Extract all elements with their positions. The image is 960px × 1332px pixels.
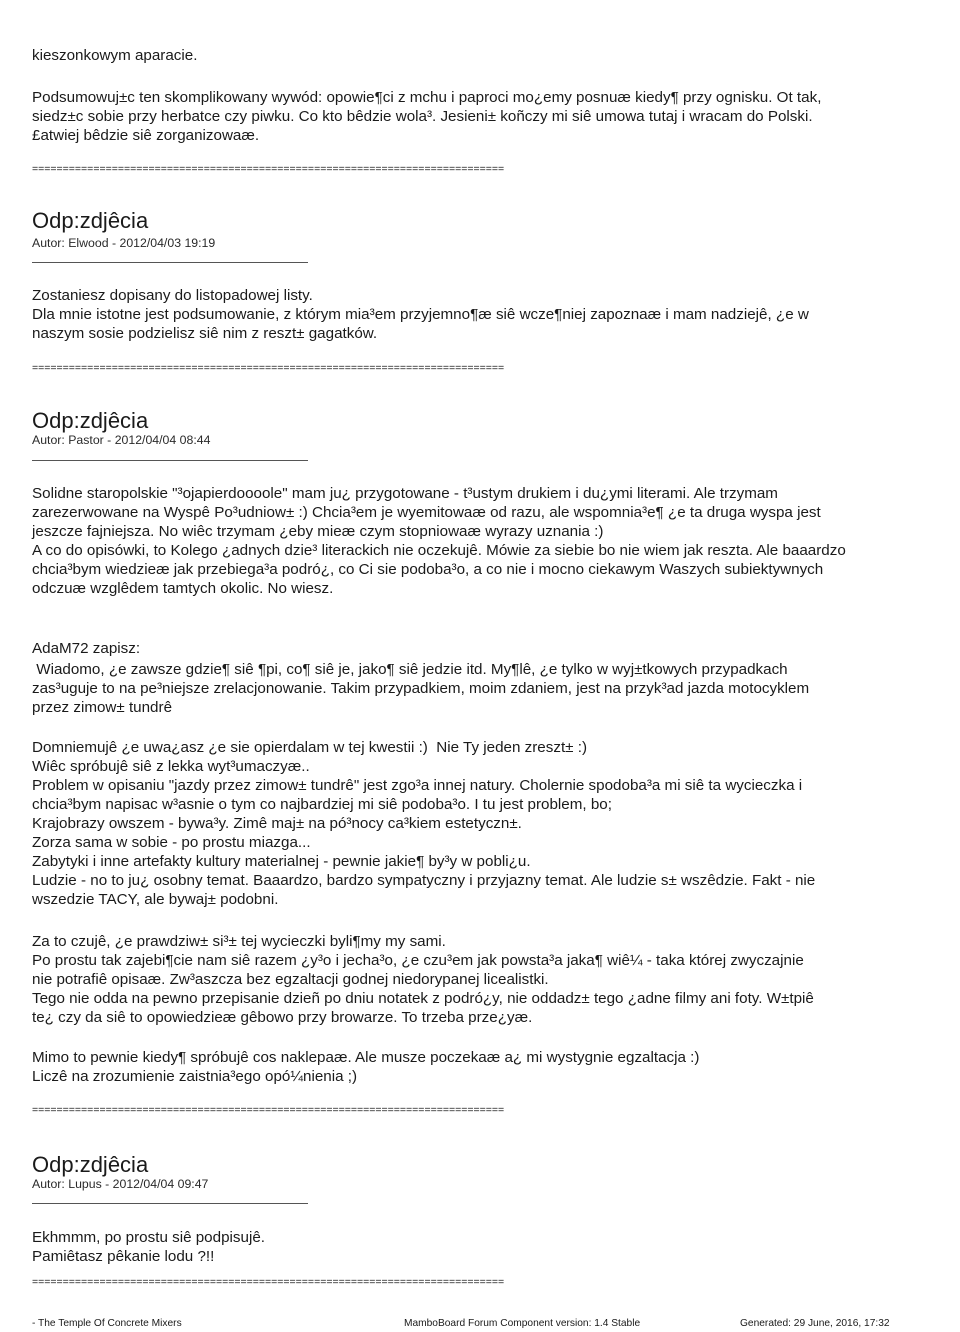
reply-paragraph: Za to czujê, ¿e prawdziw± si³± tej wycieczki byli¶my my sami. Po prostu tak zajebi¶cie nam siê razem ¿y³o i jecha³o, ¿e czu³em jak powsta³a jaka¶ wiê¼ - taka której zwyczajnie nie potrafiê opisaæ. Zw³aszcza bez egzaltacji godnej niedorypanej licealistki. Tego nie odda na pewno przepisanie dzieñ po dniu notatek z podró¿y, nie oddadz± tego ¿adne filmy ani foty. W±tpiê te¿ czy da siê to opowiedzieæ gêbowo przy browarze. To trzeba prze¿yæ. xyxy=(32,933,814,1026)
intro-line: kieszonkowym aparacie. xyxy=(32,47,198,64)
separator: ============================================================================= xyxy=(32,362,505,374)
footer-site-name: - The Temple Of Concrete Mixers xyxy=(32,1318,182,1329)
meta-divider xyxy=(32,1203,308,1204)
footer-generated-date: Generated: 29 June, 2016, 17:32 xyxy=(740,1318,890,1329)
reply-paragraph: Mimo to pewnie kiedy¶ spróbujê cos naklepaæ. Ale musze poczekaæ a¿ mi wystygnie egzaltacja :) Liczê na zrozumienie zaistnia³ego opó¼nienia ;) xyxy=(32,1049,700,1085)
post-body: Solidne staropolskie "³ojapierdoooole" mam ju¿ przygotowane - t³ustym drukiem i du¿ymi literami. Ale trzymam zarezerwowane na Wyspê Po³udniow± :) Chcia³em je wyemitowaæ od razu, ale wspomnia³e¶ ¿e ta druga wyspa jest jeszcze fajniejsza. No wiêc trzymam ¿eby mieæ czym stopniowaæ wyrazy uznania :) A co do opisówki, to Kolego ¿adnych dzie³ literackich nie oczekujê. Mówie za siebie bo nie wiem jak reszta. Ale baaardzo chcia³bym wiedzieæ jak przebiega³a podró¿, co Ci sie podoba³o, a co nie i mocno ciekawym Waszych subiektywnych odczuæ wzglêdem tamtych okolic. No wiesz. xyxy=(32,485,846,597)
reply-paragraph: Domniemujê ¿e uwa¿asz ¿e sie opierdalam w tej kwestii :) Nie Ty jeden zreszt± :) Wiêc spróbujê siê z lekka wyt³umaczyæ.. Problem w opisaniu "jazdy przez zimow± tundrê" jest zgo³a innej natury. Cholernie spodoba³a mi siê ta wycieczka i chcia³bym napisac w³asnie o tym co najbardziej mi siê podoba³o. I tu jest problem, bo; Krajobrazy owszem - bywa³y. Zimê maj± na pó³nocy ca³kiem estetyczn±. Zorza sama w sobie - po prostu miazga... Zabytyki i inne artefakty kultury materialnej - pewnie jakie¶ by³y w pobli¿u. Ludzie - no to ju¿ osobny temat. Baaardzo, bardzo sympatyczny i przyjazny temat. Ale ludzie s± wszêdzie. Fakt - nie wszedzie TACY, ale bywaj± podobni. xyxy=(32,739,816,908)
footer-component-version: MamboBoard Forum Component version: 1.4 Stable xyxy=(404,1318,641,1329)
separator: ============================================================================= xyxy=(32,1104,505,1116)
post-body: Ekhmmm, po prostu siê podpisujê. Pamiêtasz pêkanie lodu ?!! xyxy=(32,1229,265,1265)
post-body: Zostaniesz dopisany do listopadowej listy. Dla mnie istotne jest podsumowanie, z którym mia³em przyjemno¶æ siê wcze¶niej zapoznaæ i mam nadziejê, ¿e w naszym sosie podzielisz siê nim z reszt± gagatków. xyxy=(32,287,809,342)
separator: ============================================================================= xyxy=(32,1276,505,1288)
post-meta: Autor: Pastor - 2012/04/04 08:44 xyxy=(32,433,211,447)
meta-divider xyxy=(32,262,308,263)
meta-divider xyxy=(32,460,308,461)
quote-author: AdaM72 zapisz: xyxy=(32,640,141,657)
post-meta: Autor: Elwood - 2012/04/03 19:19 xyxy=(32,236,216,250)
post-title: Odp:zdjêcia xyxy=(32,1152,149,1177)
separator: ============================================================================= xyxy=(32,163,505,175)
quote-text: Wiadomo, ¿e zawsze gdzie¶ siê ¶pi, co¶ siê je, jako¶ siê jedzie itd. My¶lê, ¿e tylko w wyj±tkowych przypadkach zas³uguje to na pe³niejsze zrelacjonowanie. Takim przypadkiem, moim zdaniem, jest na przyk³ad jazda motocyklem przez zimow± tundrê xyxy=(32,661,810,716)
post-title: Odp:zdjêcia xyxy=(32,408,149,433)
intro-paragraph: Podsumowuj±c ten skomplikowany wywód: opowie¶ci z mchu i paproci mo¿emy posnuæ kiedy¶ przy ognisku. Ot tak, siedz±c sobie przy herbatce czy piwku. Co kto bêdzie wola³. Jesieni± koñczy mi siê umowa tutaj i wracam do Polski. £atwiej bêdzie siê zorganizowaæ. xyxy=(32,89,822,144)
post-meta: Autor: Lupus - 2012/04/04 09:47 xyxy=(32,1177,209,1191)
post-title: Odp:zdjêcia xyxy=(32,208,149,233)
